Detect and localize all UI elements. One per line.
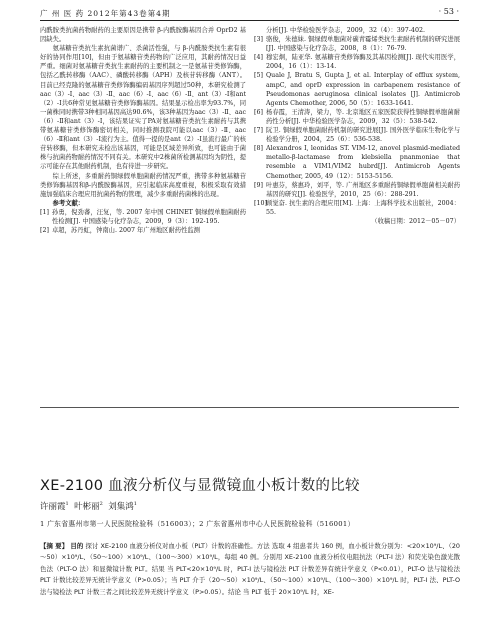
reference-number: [6] <box>254 108 263 116</box>
left-column <box>40 26 246 235</box>
reference-number: [9] <box>254 181 263 189</box>
author-affiliation-mark: 1 <box>133 501 137 508</box>
header-rule <box>40 20 459 21</box>
article-title: XE-2100 血液分析仪与显微镜血小板计数的比较 <box>40 478 360 494</box>
body-paragraph: 内酰胺类抗菌药物耐药的主要原因是携带 β-内酰胺酶基因合并 OprD2 基因缺失。 <box>40 27 246 44</box>
running-header <box>40 6 459 20</box>
abstract-purpose-label: 目的 <box>70 542 84 550</box>
reference-number: [1] <box>40 208 49 216</box>
abstract <box>40 541 460 598</box>
reference-number: [8] <box>254 145 263 153</box>
author-affiliation-mark: 2 <box>99 501 103 508</box>
author-line <box>40 500 137 512</box>
reference-number: [2] <box>40 227 49 235</box>
body-paragraph: 氨基糖苷类抗生素抗菌谱广、杀菌活性强，与 β-内酰胺类抗生素有很好的协同作用[10]，但由于氨基糖苷类药物的广泛应用，其耐药情况日益严重。细菌对氨基糖苷类抗生素耐药的主要机制之一是氨基苷类修饰酶，包括乙酰转移酶（AAC）、磷酸转移酶（APH）及核苷转移酶（ANT）。目前已经克隆的氨基糖苷类修饰酶编码基因序列超过50种，本研究检测了aac（3）-Ⅰ、aac（3）-Ⅱ、aac（6）-Ⅰ、aac（6）-Ⅱ、ant（3）-Ⅰ和ant（2）-Ⅰ共6种常见氨基糖苷类修饰酶基因。结果显示检出率为93.7%，同一菌株同时携带3种相同基因高达90.6%，该3种基因为aac（3）-Ⅱ、aac（6）-Ⅱ和ant（3）-Ⅰ，该结果证实了PA对氨基糖苷类抗生素耐药与其携带氨基糖苷类修饰酶密切相关，同时推测我院可能以aac（3）-Ⅱ、aac（6）-Ⅱ和ant（3）-Ⅰ流行为主。值得一提的是ant（2）-Ⅰ虽流行最广的核苷转移酶，但本研究未检出该基因，可能是区域差异所致，也可能由于菌株与抗菌药物耐药情况不同有关。本研究中2株菌所检测基因均为阴性，提示可能存在其他耐药机制，也有待进一步研究。 <box>40 45 246 171</box>
received-date: （收稿日期：2012－05－07） <box>371 217 460 225</box>
reference-text: Quale J, Bratu S, Gupta J, et al. Interplay of efflux system, ampC, and oprD expression in carbapenem resistance of Pseudomonas aeruginosa clinical isolates [J]. Antimicrob Agents Chemother, 2006, 50（5）：1633-1641. <box>266 72 460 107</box>
author-name: 刘集鸿 <box>108 502 134 512</box>
page-number: · 53 · <box>438 7 459 16</box>
reference-item <box>254 126 460 144</box>
reference-text: 阮卫. 铜绿假单胞菌耐药机制的研究进展[J]. 国外医学临床生物化学与检验学分册，2004，25（6）：536-538. <box>266 127 460 144</box>
reference-text: 叶惠芬，蔡惠玲，刘平，等. 广州地区多重耐药铜绿假单胞菌相关耐药基因的研究[J]. 检验医学，2010，25（6）：288-291. <box>266 181 460 198</box>
reference-text: 顾觉奋. 抗生素的合理应用[M]. 上海：上海科学技术出版社，2004：55. <box>266 199 460 216</box>
reference-text: 骆俊，朱德妹. 铜绿假单胞菌对碳青霉烯类抗生素耐药机制的研究进展[J]. 中国感染与化疗杂志，2008，8（1）：76-79. <box>266 36 460 53</box>
affiliations: 1 广东省惠州市第一人民医院检验科（516003）；2 广东省惠州市中心人民医院检验科（516001） <box>40 520 355 528</box>
reference-text: 杨春霞，王清涛，梁力，等. 北京地区五家医院获得性铜绿假单胞菌耐药性分析[J]. 中华检验医学杂志，2009，32（5）：538-542. <box>266 108 460 125</box>
author-affiliation-mark: 1 <box>65 501 69 508</box>
reference-text: 孙勇，倪劲蕃，汪复，等. 2007 年中国 CHINET 铜绿假单胞菌耐药性检测[J]. 中国感染与化疗杂志，2009，9（3）：192-195. <box>52 208 246 225</box>
reference-text: 分析[J]. 中华检验医学杂志，2009，32（4）：397-402. <box>266 27 425 34</box>
reference-item <box>254 199 460 217</box>
reference-text: 穆宏炯，陆亚华. 氨基糖苷类修饰酶及其基因检测[J]. 现代实用医学，2004，16（1）：13-14. <box>266 54 460 71</box>
reference-item <box>254 108 460 126</box>
reference-number: [7] <box>254 127 263 135</box>
reference-item <box>254 53 460 71</box>
reference-text: Alexandros I, leonidas ST. VIM-12, anovel plasmid-mediated metallo-β-lactamase from klebsiella pnanmoniae that resemble a VIM1/VIM2 hubrd[J]. Antimicrob Agents Chemother, 2005, 49（12）：5153-5156. <box>266 145 460 180</box>
abstract-label: 【摘 要】 <box>40 542 69 550</box>
reference-text: 卓超，苏丹虹，钟南山. 2007 年广州地区耐药性监测 <box>52 227 200 235</box>
reference-number: [5] <box>254 72 263 80</box>
reference-item <box>40 226 246 235</box>
journal-header-left: 广 州 医 药 2012年第43卷第4期 <box>40 9 171 18</box>
reference-item <box>254 144 460 180</box>
author-name: 许丽霞 <box>40 502 66 512</box>
reference-item <box>254 26 460 35</box>
reference-number: [3] <box>254 36 263 44</box>
reference-item <box>254 181 460 199</box>
references-heading: 参考文献： <box>52 199 85 207</box>
reference-item <box>254 71 460 107</box>
reference-number: [10] <box>254 199 267 207</box>
reference-number: [4] <box>254 54 263 62</box>
body-paragraph: 综上所述，多重耐药铜绿假单胞菌耐药情况严重，携带多种氨基糖苷类修饰酶基因和β-内酰胺酶基因，应引起临床高度重视，积极采取有效措施加强临床合理应用抗菌药物的管理，减少多重耐药菌株的出现。 <box>40 172 246 198</box>
abstract-text: 探讨 XE-2100 血液分析仪对血小板（PLT）计数的准确性。方法 选取 4 组患者共 160 例，血小板计数分别为：<20×10⁹/L、（20～50）×10⁹/L、（50～100）×10⁹/L、（100～300）×10⁹/L，每组 40 例。分别用 XE-2100 血液分析仪电阻抗法（PLT-I 法）和荧光染色激光散色法（PLT-O 法）和显微镜计数 PLT。结果 当 PLT<20×10⁹/L 时，PLT-I 法与镜检法 PLT 计数差异有统计学意义（P<0.01），PLT-O 法与镜检法 PLT 计数比较差异无统计学意义（P>0.05）；当 PLT 介于（20～50）×10⁹/L、（50～100）×10⁹/L、（100～300）×10⁹/L 时，PLT-I 法、PLT-O 法与镜检法 PLT 计数三者之间比较差异无统计学意义（P>0.05）。结论 当 PLT 低于 20×10⁹/L 时，XE- <box>40 542 460 596</box>
author-name: 叶彬丽 <box>74 502 100 512</box>
reference-number <box>254 26 266 35</box>
reference-item <box>254 35 460 53</box>
reference-item <box>40 208 246 226</box>
right-column <box>254 26 460 226</box>
article-separator <box>40 407 459 408</box>
